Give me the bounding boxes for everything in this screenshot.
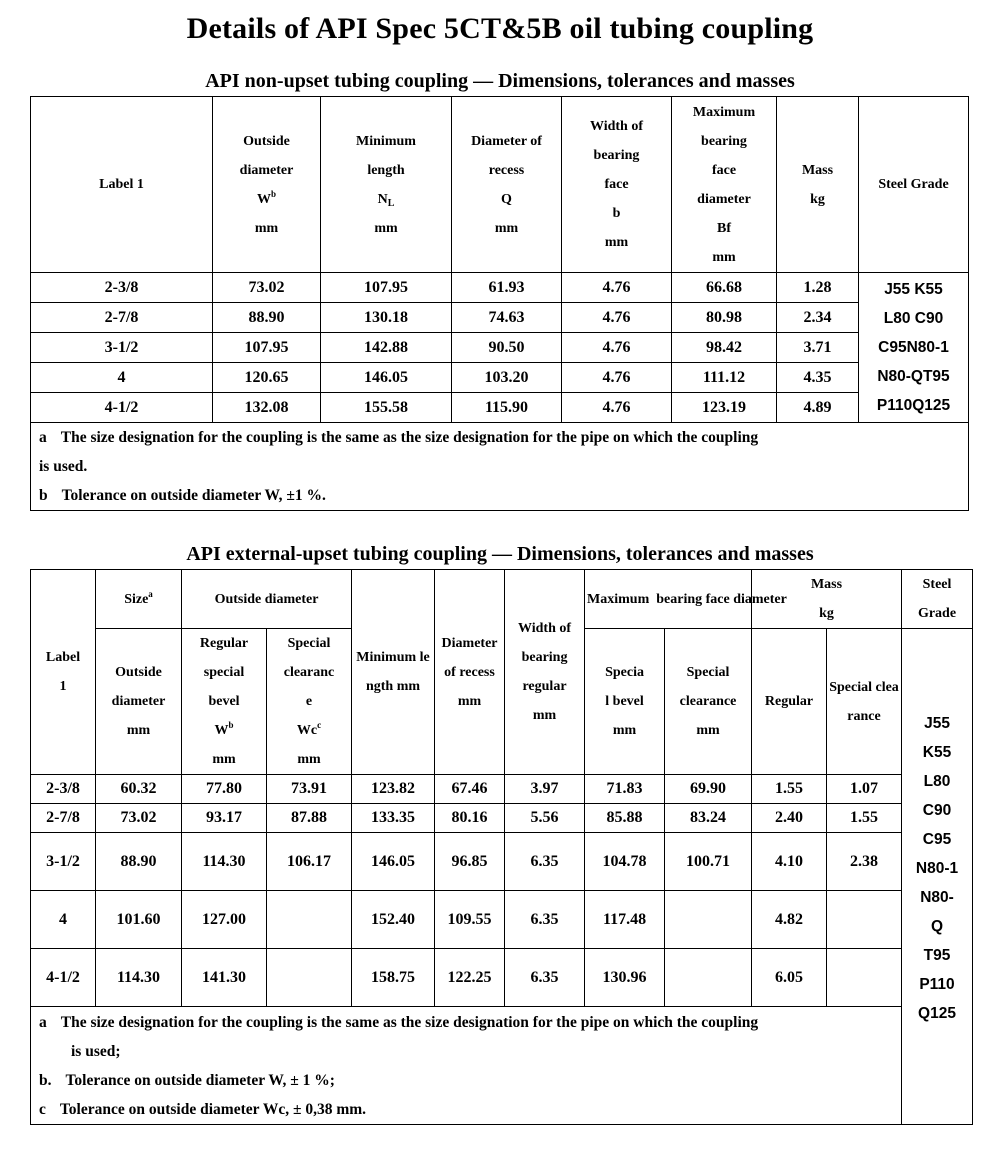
t2-grade-cell: J55 K55 L80 C90 C95 N80-1 N80- Q T95 P110 Q125 — [902, 629, 973, 1125]
t1-cell-recess: 74.63 — [452, 303, 562, 333]
t1-header-recess: Diameter of recess Q mm — [452, 97, 562, 273]
t2-header-recess: Diameter of recess mm — [435, 570, 505, 775]
t2-cell-width: 3.97 — [505, 775, 585, 804]
t1-cell-width: 4.76 — [562, 303, 672, 333]
t1-cell-width: 4.76 — [562, 333, 672, 363]
t1-header-min-length: Minimum length $N_L$ mm — [321, 97, 452, 273]
t2-cell-mass-special — [827, 891, 902, 949]
t2-header-bf-special-clearance: Special clearance mm — [665, 629, 752, 775]
table2-external-upset — [30, 569, 973, 1125]
table-row — [31, 833, 973, 891]
t2-cell-length: 152.40 — [352, 891, 435, 949]
t2-cell-length: 133.35 — [352, 804, 435, 833]
t1-cell-recess: 61.93 — [452, 273, 562, 303]
t1-cell-bf: 98.42 — [672, 333, 777, 363]
t2-cell-recess: 80.16 — [435, 804, 505, 833]
t1-cell-mass: 4.89 — [777, 393, 859, 423]
table2-notes-row — [31, 1007, 973, 1125]
table2-header-row-1 — [31, 570, 973, 629]
t1-notes: a The size designation for the coupling is the same as the size designation for the pipe on which the coupling is used. b Tolerance on outside diameter W, ±1 %. — [31, 423, 969, 511]
t2-cell-mass-regular: 1.55 — [752, 775, 827, 804]
t1-cell-label: 2-7/8 — [31, 303, 213, 333]
t1-cell-bf: 66.68 — [672, 273, 777, 303]
t1-cell-mass: 2.34 — [777, 303, 859, 333]
t1-cell-label: 4-1/2 — [31, 393, 213, 423]
t2-cell-bf-clearance — [665, 949, 752, 1007]
t2-cell-label: 2-7/8 — [31, 804, 96, 833]
t2-cell-width: 6.35 — [505, 891, 585, 949]
t2-header-grade: Steel Grade — [902, 570, 973, 629]
t1-header-grade: Steel Grade — [859, 97, 969, 273]
t2-header-size: Size$^a$ — [96, 570, 182, 629]
t2-cell-recess: 96.85 — [435, 833, 505, 891]
t1-cell-length: 130.18 — [321, 303, 452, 333]
t2-header-regular-bevel: Regular special bevel $W^b$ mm — [182, 629, 267, 775]
t2-header-mass-special: Special clearance — [827, 629, 902, 775]
t2-cell-regular: 114.30 — [182, 833, 267, 891]
t2-cell-mass-regular: 6.05 — [752, 949, 827, 1007]
table-row — [31, 891, 973, 949]
t1-header-label: Label 1 — [31, 97, 213, 273]
t2-cell-bf-clearance: 69.90 — [665, 775, 752, 804]
t1-cell-bf: 123.19 — [672, 393, 777, 423]
t2-header-max-bearing: Maximum bearing face diameter — [585, 570, 752, 629]
t2-cell-label: 3-1/2 — [31, 833, 96, 891]
t2-cell-od: 60.32 — [96, 775, 182, 804]
t2-header-mass-regular: Regular — [752, 629, 827, 775]
t2-cell-od: 114.30 — [96, 949, 182, 1007]
t2-cell-width: 6.35 — [505, 833, 585, 891]
t2-cell-recess: 67.46 — [435, 775, 505, 804]
table1-title: API non-upset tubing coupling — Dimensions, tolerances and masses — [205, 70, 795, 92]
t2-notes: a The size designation for the coupling is the same as the size designation for the pipe on which the coupling is used; b. Tolerance on outside diameter W, ± 1 %; c Tolerance on outside diameter Wc, ± 0,38 mm. — [31, 1007, 973, 1125]
table-row — [31, 804, 973, 833]
t2-cell-width: 6.35 — [505, 949, 585, 1007]
t2-cell-recess: 109.55 — [435, 891, 505, 949]
t2-cell-special: 73.91 — [267, 775, 352, 804]
t1-cell-label: 2-3/8 — [31, 273, 213, 303]
t1-cell-recess: 115.90 — [452, 393, 562, 423]
t2-cell-bf-bevel: 85.88 — [585, 804, 665, 833]
t2-cell-mass-regular: 2.40 — [752, 804, 827, 833]
t2-cell-mass-special: 1.07 — [827, 775, 902, 804]
t2-cell-recess: 122.25 — [435, 949, 505, 1007]
t2-header-size-od: Outside diameter mm — [96, 629, 182, 775]
t2-cell-length: 158.75 — [352, 949, 435, 1007]
t2-cell-label: 2-3/8 — [31, 775, 96, 804]
t1-header-mass: Mass kg — [777, 97, 859, 273]
t2-cell-od: 101.60 — [96, 891, 182, 949]
t1-cell-bf: 80.98 — [672, 303, 777, 333]
t2-cell-regular: 77.80 — [182, 775, 267, 804]
t2-cell-special: 106.17 — [267, 833, 352, 891]
t2-cell-mass-regular: 4.82 — [752, 891, 827, 949]
t1-header-bearing-width: Width of bearing face b mm — [562, 97, 672, 273]
t1-grade-cell: J55 K55 L80 C90 C95N80-1 N80-QT95 P110Q125 — [859, 273, 969, 423]
t1-cell-length: 155.58 — [321, 393, 452, 423]
t1-cell-width: 4.76 — [562, 363, 672, 393]
table1-header-row — [31, 97, 969, 273]
t2-cell-mass-special: 1.55 — [827, 804, 902, 833]
t1-cell-width: 4.76 — [562, 273, 672, 303]
t2-cell-bf-clearance: 100.71 — [665, 833, 752, 891]
t1-cell-length: 142.88 — [321, 333, 452, 363]
t2-cell-width: 5.56 — [505, 804, 585, 833]
t2-header-bf-special-bevel: Specia l bevel mm — [585, 629, 665, 775]
t2-cell-bf-bevel: 104.78 — [585, 833, 665, 891]
table1-notes-row — [31, 423, 969, 511]
t1-cell-length: 107.95 — [321, 273, 452, 303]
t2-cell-special: 87.88 — [267, 804, 352, 833]
t1-cell-mass: 4.35 — [777, 363, 859, 393]
t2-cell-bf-bevel: 117.48 — [585, 891, 665, 949]
page-title: Details of API Spec 5CT&5B oil tubing coupling — [186, 12, 814, 45]
t2-cell-od: 88.90 — [96, 833, 182, 891]
table-row — [31, 363, 969, 393]
table-row — [31, 949, 973, 1007]
t2-cell-regular: 141.30 — [182, 949, 267, 1007]
t1-cell-length: 146.05 — [321, 363, 452, 393]
t2-header-min-length: Minimum length mm — [352, 570, 435, 775]
t2-cell-bf-clearance — [665, 891, 752, 949]
t2-cell-bf-clearance: 83.24 — [665, 804, 752, 833]
t1-cell-od: 73.02 — [213, 273, 321, 303]
t2-header-mass: Mass kg — [752, 570, 902, 629]
t1-cell-recess: 90.50 — [452, 333, 562, 363]
t1-cell-od: 107.95 — [213, 333, 321, 363]
t2-cell-length: 123.82 — [352, 775, 435, 804]
t1-cell-recess: 103.20 — [452, 363, 562, 393]
t2-header-bearing-width: Width of bearing regular mm — [505, 570, 585, 775]
t1-cell-width: 4.76 — [562, 393, 672, 423]
t1-header-max-bearing: Maximum bearing face diameter Bf mm — [672, 97, 777, 273]
t2-header-label: Label 1 — [31, 570, 96, 775]
t2-cell-mass-special: 2.38 — [827, 833, 902, 891]
t2-cell-bf-bevel: 130.96 — [585, 949, 665, 1007]
t2-cell-mass-special — [827, 949, 902, 1007]
t1-cell-mass: 3.71 — [777, 333, 859, 363]
t2-header-special-clearance: Special clearanc e Wc$^c$ mm — [267, 629, 352, 775]
t1-cell-od: 88.90 — [213, 303, 321, 333]
table-row — [31, 333, 969, 363]
t2-cell-special — [267, 949, 352, 1007]
t2-cell-mass-regular: 4.10 — [752, 833, 827, 891]
t2-cell-length: 146.05 — [352, 833, 435, 891]
t2-cell-label: 4 — [31, 891, 96, 949]
t2-cell-od: 73.02 — [96, 804, 182, 833]
t1-cell-bf: 111.12 — [672, 363, 777, 393]
t2-cell-bf-bevel: 71.83 — [585, 775, 665, 804]
t1-cell-od: 132.08 — [213, 393, 321, 423]
t1-cell-od: 120.65 — [213, 363, 321, 393]
t2-header-outside-diameter: Outside diameter — [182, 570, 352, 629]
table1-non-upset — [30, 96, 969, 511]
table-row — [31, 273, 969, 303]
table-row — [31, 303, 969, 333]
t1-cell-mass: 1.28 — [777, 273, 859, 303]
t1-cell-label: 3-1/2 — [31, 333, 213, 363]
table-row — [31, 775, 973, 804]
t2-cell-label: 4-1/2 — [31, 949, 96, 1007]
t1-header-outside-diameter: Outside diameter $W^b$ mm — [213, 97, 321, 273]
t2-cell-regular: 93.17 — [182, 804, 267, 833]
t1-cell-label: 4 — [31, 363, 213, 393]
table2-title: API external-upset tubing coupling — Dimensions, tolerances and masses — [186, 543, 814, 565]
t2-cell-special — [267, 891, 352, 949]
t2-cell-regular: 127.00 — [182, 891, 267, 949]
table-row — [31, 393, 969, 423]
